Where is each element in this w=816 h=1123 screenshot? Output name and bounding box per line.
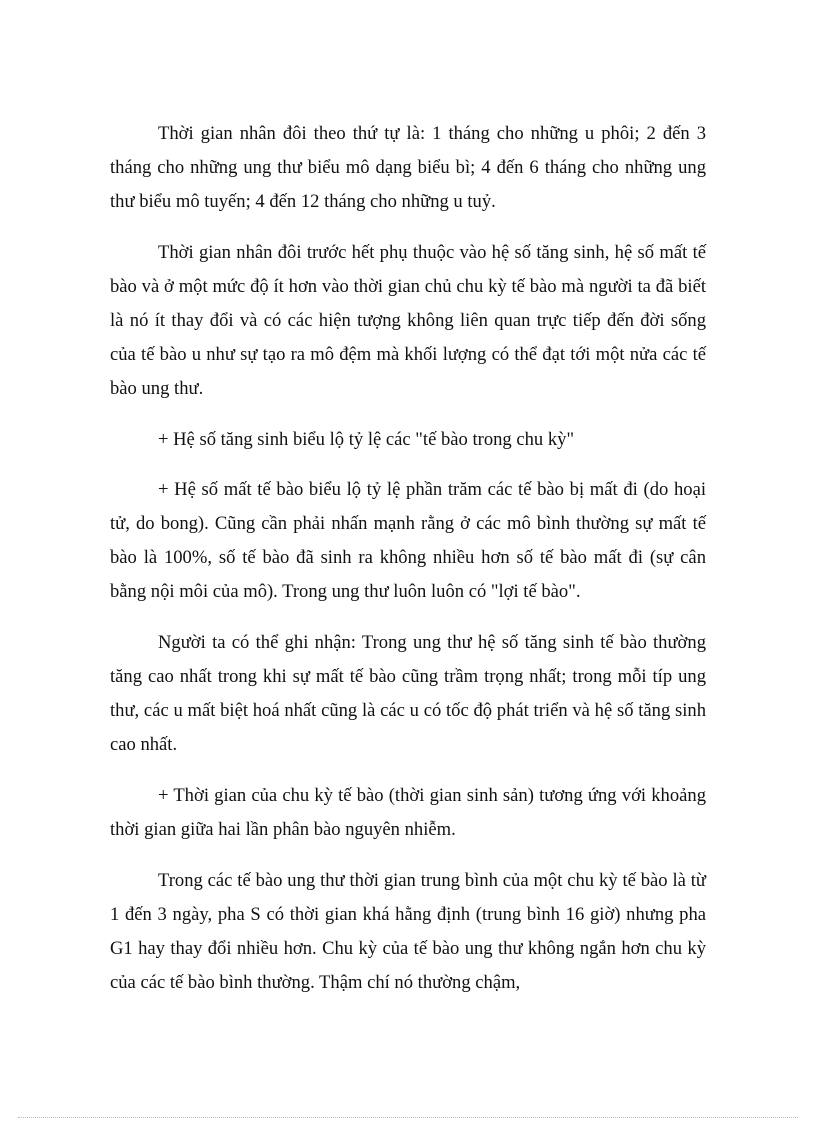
paragraph-proliferation-index: + Hệ số tăng sinh biểu lộ tỷ lệ các "tế bào trong chu kỳ" [158, 429, 575, 450]
page-bottom-border [18, 1117, 798, 1118]
paragraph-cancer-cell-cycle: Trong các tế bào ung thư thời gian trung bình của một chu kỳ tế bào là từ 1 đến 3 ngày, pha S có thời gian khá hằng định (trung bình 16 giờ) nhưng pha G1 hay thay đổi nhiều hơn. Chu kỳ của tế bào ung thư không ngắn hơn chu kỳ của các tế bào bình thường. Thậm chí nó thường chậm, [110, 870, 706, 993]
paragraph-cell-loss-index: + Hệ số mất tế bào biểu lộ tỷ lệ phần trăm các tế bào bị mất đi (do hoại tử, do bong). Cũng cần phải nhấn mạnh rằng ở các mô bình thường sự mất tế bào là 100%, số tế bào đã sinh ra không nhiều hơn số tế bào mất đi (sự cân bằng nội môi của mô). Trong ung thư luôn luôn có "lợi tế bào". [110, 479, 706, 602]
paragraph-cell-cycle-time: + Thời gian của chu kỳ tế bào (thời gian sinh sản) tương ứng với khoảng thời gian giữa hai lần phân bào nguyên nhiễm. [110, 785, 706, 840]
paragraph-doubling-time-list: Thời gian nhân đôi theo thứ tự là: 1 tháng cho những u phôi; 2 đến 3 tháng cho những ung thư biểu mô dạng biểu bì; 4 đến 6 tháng cho những ung thư biểu mô tuyến; 4 đến 12 tháng cho những u tuỷ. [110, 123, 706, 212]
paragraph-observation: Người ta có thể ghi nhận: Trong ung thư hệ số tăng sinh tế bào thường tăng cao nhất trong khi sự mất tế bào cũng trầm trọng nhất; trong mỗi típ ung thư, các u mất biệt hoá nhất cũng là các u có tốc độ phát triển và hệ số tăng sinh cao nhất. [110, 632, 706, 755]
paragraph-doubling-time-factors: Thời gian nhân đôi trước hết phụ thuộc vào hệ số tăng sinh, hệ số mất tế bào và ở một mức độ ít hơn vào thời gian chủ chu kỳ tế bào mà người ta đã biết là nó ít thay đổi và có các hiện tượng không liên quan trực tiếp đến đời sống của tế bào u như sự tạo ra mô đệm mà khối lượng có thể đạt tới một nửa các tế bào ung thư. [110, 242, 706, 399]
page-body [110, 117, 706, 1017]
